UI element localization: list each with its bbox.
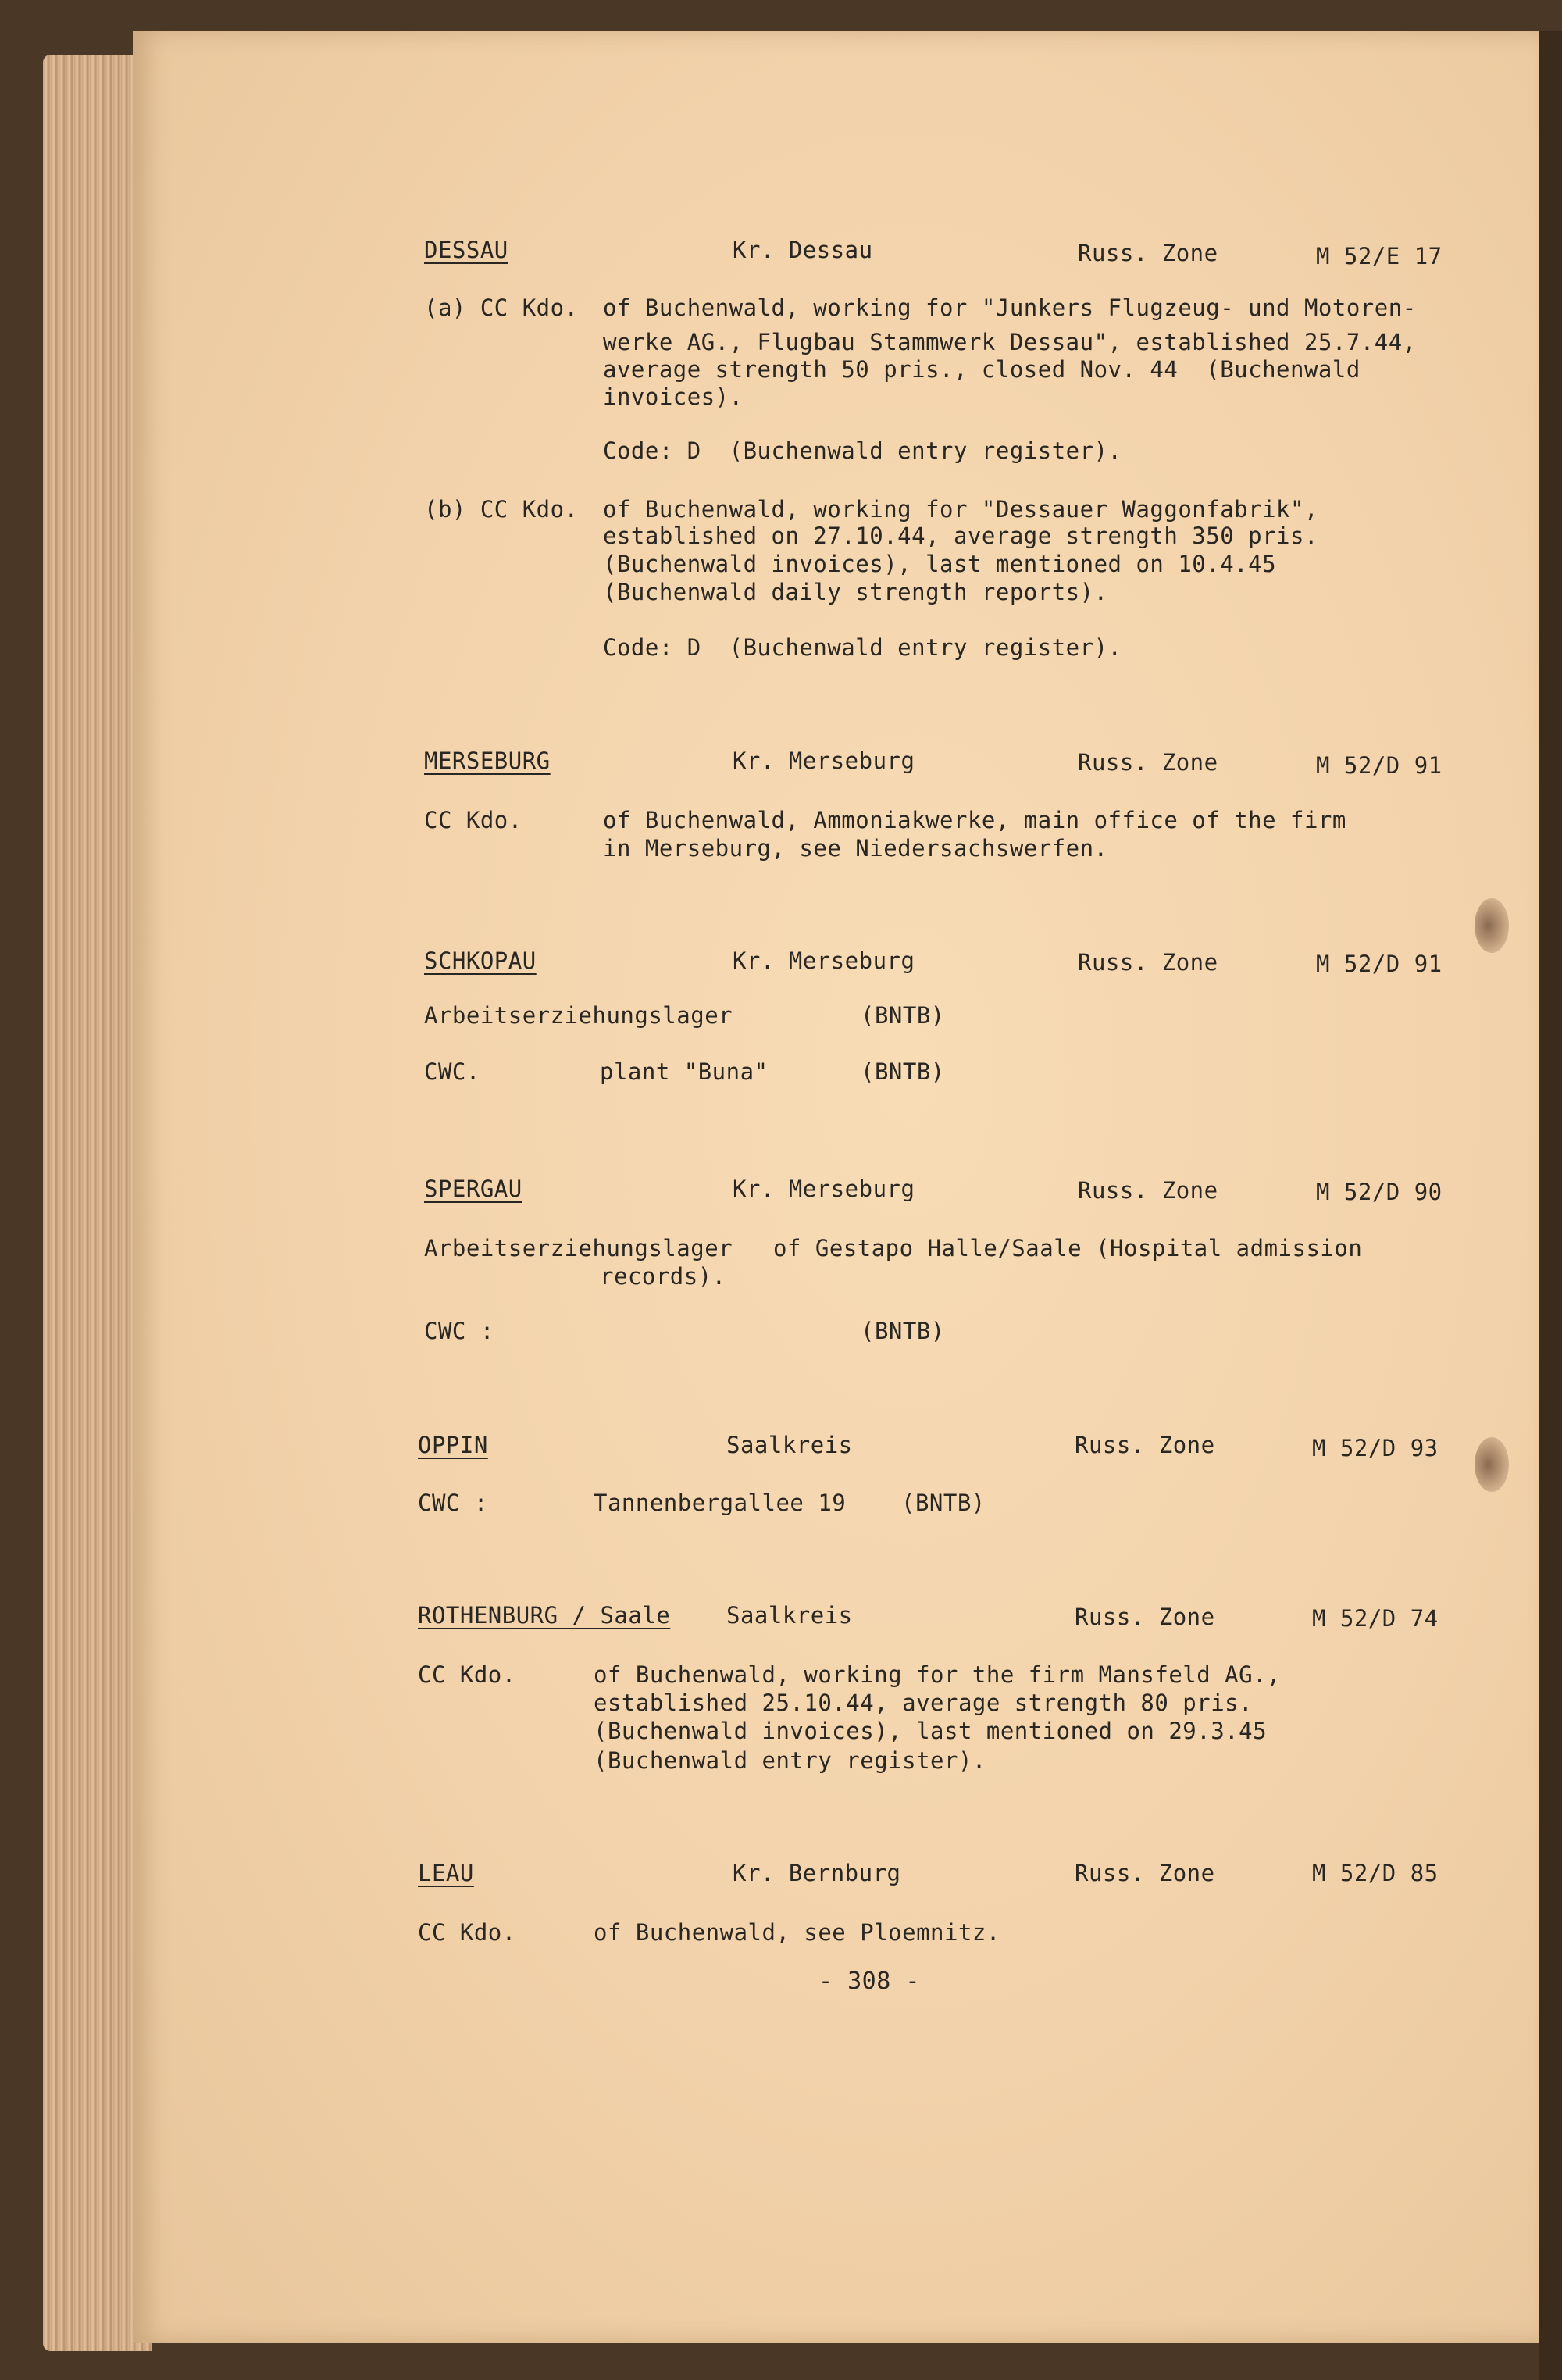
entry-mapref-spergau: M 52/D 90 — [1316, 1179, 1443, 1205]
punch-hole — [1475, 898, 1509, 953]
page-number: - 308 - — [818, 1968, 920, 1995]
entry-line: established on 27.10.44, average strength 350 pris. — [603, 523, 1318, 549]
entry-place-dessau: DESSAU — [424, 237, 508, 263]
entry-line: established 25.10.44, average strength 80 pris. — [594, 1690, 1254, 1716]
entry-line: in Merseburg, see Niedersachswerfen. — [603, 835, 1108, 862]
entry-district-schkopau: Kr. Merseburg — [733, 947, 915, 974]
entry-line: (Buchenwald invoices), last mentioned on 29.3.45 — [594, 1718, 1268, 1744]
punch-hole — [1475, 1437, 1509, 1492]
entry-line: invoices). — [603, 384, 744, 410]
entry-district-rothenburg: Saalkreis — [726, 1602, 853, 1629]
entry-district-spergau: Kr. Merseburg — [733, 1176, 915, 1202]
entry-mapref-dessau: M 52/E 17 — [1316, 243, 1443, 269]
entry-zone-merseburg: Russ. Zone — [1078, 749, 1218, 776]
entry-line: of Buchenwald, working for the firm Mansfeld AG., — [594, 1661, 1282, 1688]
entry-mapref-merseburg: M 52/D 91 — [1316, 752, 1443, 779]
entry-source-oppin: (BNTB) — [901, 1490, 986, 1516]
binding-edge — [1539, 31, 1562, 2380]
entry-district-dessau: Kr. Dessau — [733, 237, 873, 263]
entry-label-spergau-1: Arbeitserziehungslager — [424, 1235, 733, 1261]
entry-line: (Buchenwald daily strength reports). — [603, 579, 1108, 605]
entry-source-spergau-2: (BNTB) — [861, 1318, 945, 1344]
entry-text-schkopau-2: plant "Buna" — [600, 1058, 769, 1085]
entry-place-leau: LEAU — [418, 1860, 474, 1886]
entry-district-leau: Kr. Bernburg — [733, 1860, 901, 1886]
entry-line: werke AG., Flugbau Stammwerk Dessau", established 25.7.44, — [603, 329, 1417, 355]
entry-label-leau: CC Kdo. — [418, 1919, 516, 1946]
entry-code-dessau-b: Code: D (Buchenwald entry register). — [603, 634, 1122, 661]
entry-zone-leau: Russ. Zone — [1075, 1860, 1215, 1886]
entry-mapref-leau: M 52/D 85 — [1312, 1860, 1439, 1886]
entry-zone-spergau: Russ. Zone — [1078, 1177, 1218, 1204]
entry-place-rothenburg: ROTHENBURG / Saale — [418, 1602, 671, 1629]
entry-line: of Gestapo Halle/Saale (Hospital admission — [773, 1235, 1363, 1261]
entry-zone-dessau: Russ. Zone — [1078, 240, 1218, 266]
entry-place-spergau: SPERGAU — [424, 1176, 522, 1202]
entry-line: records). — [600, 1263, 726, 1290]
entry-line: of Buchenwald, working for "Dessauer Waggonfabrik", — [603, 496, 1318, 523]
entry-place-schkopau: SCHKOPAU — [424, 947, 537, 974]
entry-zone-oppin: Russ. Zone — [1075, 1432, 1215, 1458]
entry-label-schkopau-2: CWC. — [424, 1058, 480, 1085]
entry-zone-rothenburg: Russ. Zone — [1075, 1604, 1215, 1630]
entry-source-schkopau-1: (BNTB) — [861, 1002, 945, 1029]
entry-label-oppin: CWC : — [418, 1490, 488, 1516]
entry-mapref-oppin: M 52/D 93 — [1312, 1435, 1439, 1461]
entry-place-oppin: OPPIN — [418, 1432, 488, 1458]
entry-text-oppin: Tannenbergallee 19 — [594, 1490, 847, 1516]
entry-line: of Buchenwald, working for "Junkers Flugzeug- und Motoren- — [603, 294, 1417, 321]
entry-text-leau: of Buchenwald, see Ploemnitz. — [594, 1919, 1000, 1946]
entry-label-merseburg: CC Kdo. — [424, 807, 522, 833]
entry-code-dessau-a: Code: D (Buchenwald entry register). — [603, 437, 1122, 464]
entry-mapref-rothenburg: M 52/D 74 — [1312, 1605, 1439, 1632]
entry-label-dessau-b: (b) CC Kdo. — [424, 496, 579, 523]
entry-line: (Buchenwald invoices), last mentioned on 10.4.45 — [603, 551, 1277, 577]
entry-zone-schkopau: Russ. Zone — [1078, 949, 1218, 976]
entry-district-merseburg: Kr. Merseburg — [733, 748, 915, 774]
entry-place-merseburg: MERSEBURG — [424, 748, 551, 774]
entry-label-rothenburg: CC Kdo. — [418, 1661, 516, 1688]
entry-label-dessau-a: (a) CC Kdo. — [424, 294, 579, 321]
entry-line: of Buchenwald, Ammoniakwerke, main office of the firm — [603, 807, 1346, 833]
entry-line: (Buchenwald entry register). — [594, 1747, 986, 1774]
entry-district-oppin: Saalkreis — [726, 1432, 853, 1458]
entry-source-schkopau-2: (BNTB) — [861, 1058, 945, 1085]
entry-line: average strength 50 pris., closed Nov. 44 (Buchenwald — [603, 356, 1361, 383]
entry-mapref-schkopau: M 52/D 91 — [1316, 951, 1443, 977]
entry-label-schkopau-1: Arbeitserziehungslager — [424, 1002, 733, 1029]
entry-label-spergau-2: CWC : — [424, 1318, 494, 1344]
